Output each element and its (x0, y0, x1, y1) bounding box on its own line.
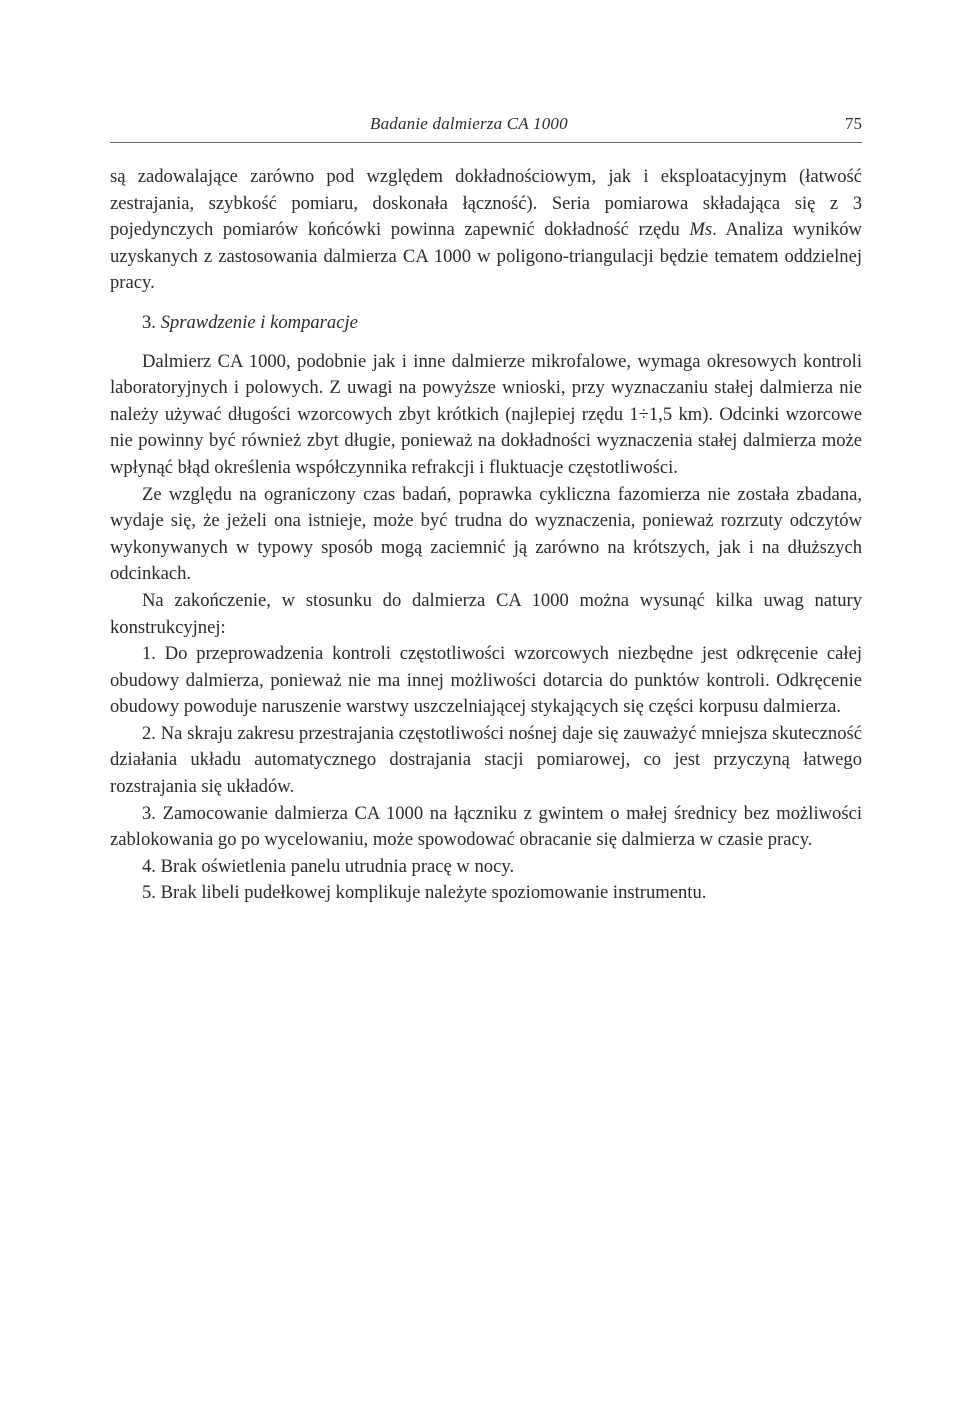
body-text (110, 164, 862, 907)
paragraph: Dalmierz CA 1000, podobnie jak i inne dalmierze mikrofalowe, wymaga okresowych kontroli laboratoryjnych i polowych. Z uwagi na powyższe wnioski, przy wyznaczaniu stałej dalmierza nie należy używać długości wzorcowych zbyt krótkich (najlepiej rzędu 1÷1,5 km). Odcinki wzorcowe nie powinny być również zbyt długie, ponieważ na dokładności wyznaczenia stałej dalmierza może wpłynąć błąd określenia współczynnika refrakcji i fluktuacje częstotliwości. (110, 350, 862, 478)
section-title: Sprawdzenie i komparacje (160, 311, 358, 333)
paragraph: Na zakończenie, w stosunku do dalmierza CA 1000 można wysunąć kilka uwag natury konstrukcyjnej: (110, 589, 862, 638)
symbol-ms: Ms (689, 219, 713, 241)
paragraph-continuation (110, 164, 862, 297)
running-header (110, 114, 862, 143)
page-number: 75 (845, 114, 862, 133)
section-number: 3. (142, 311, 156, 333)
paragraph: Ze względu na ograniczony czas badań, poprawka cykliczna fazomierza nie została zbadana, wydaje się, że jeżeli ona istnieje, może być trudna do wyznaczenia, ponieważ rozrzuty odczytów wykonywanych w typowy sposób mogą zaciemnić ją zarówno na krótszych, jak i na dłuższych odcinkach. (110, 483, 862, 585)
list-item: 3. Zamocowanie dalmierza CA 1000 na łączniku z gwintem o małej średnicy bez możliwości zablokowania go po wycelowaniu, może spowodować obracanie się dalmierza w czasie pracy. (110, 802, 862, 851)
list-item: 1. Do przeprowadzenia kontroli częstotliwości wzorcowych niezbędne jest odkręcenie całej obudowy dalmierza, ponieważ nie ma innej możliwości dotarcia do punktów kontroli. Odkręcenie obudowy powoduje naruszenie warstwy uszczelniającej stykających się części korpusu dalmierza. (110, 643, 862, 718)
section-heading (110, 310, 862, 337)
paragraph-text: . Analiza wyników uzyskanych z zastosowania dalmierza CA 1000 w poligono-triangulacji będzie tematem oddzielnej pracy. (110, 219, 862, 294)
list-item: 2. Na skraju zakresu przestrajania częstotliwości nośnej daje się zauważyć mniejsza skuteczność działania układu automatycznego dostrajania stacji pomiarowej, co jest przyczyną łatwego rozstrajania się układów. (110, 722, 862, 798)
paragraph-text: są zadowalające zarówno pod względem dokładnościowym, jak i eksploatacyjnym (łatwość zestrajania, szybkość pomiaru, doskonała łączność). Seria pomiarowa składająca się z 3 pojedynczych pomiarów końcówki powinna zapewnić dokładność rzędu (110, 166, 862, 241)
list-item: 4. Brak oświetlenia panelu utrudnia pracę w nocy. (142, 855, 515, 877)
running-title: Badanie dalmierza CA 1000 (370, 114, 568, 133)
list-item: 5. Brak libeli pudełkowej komplikuje należyte spoziomowanie instrumentu. (142, 882, 707, 904)
